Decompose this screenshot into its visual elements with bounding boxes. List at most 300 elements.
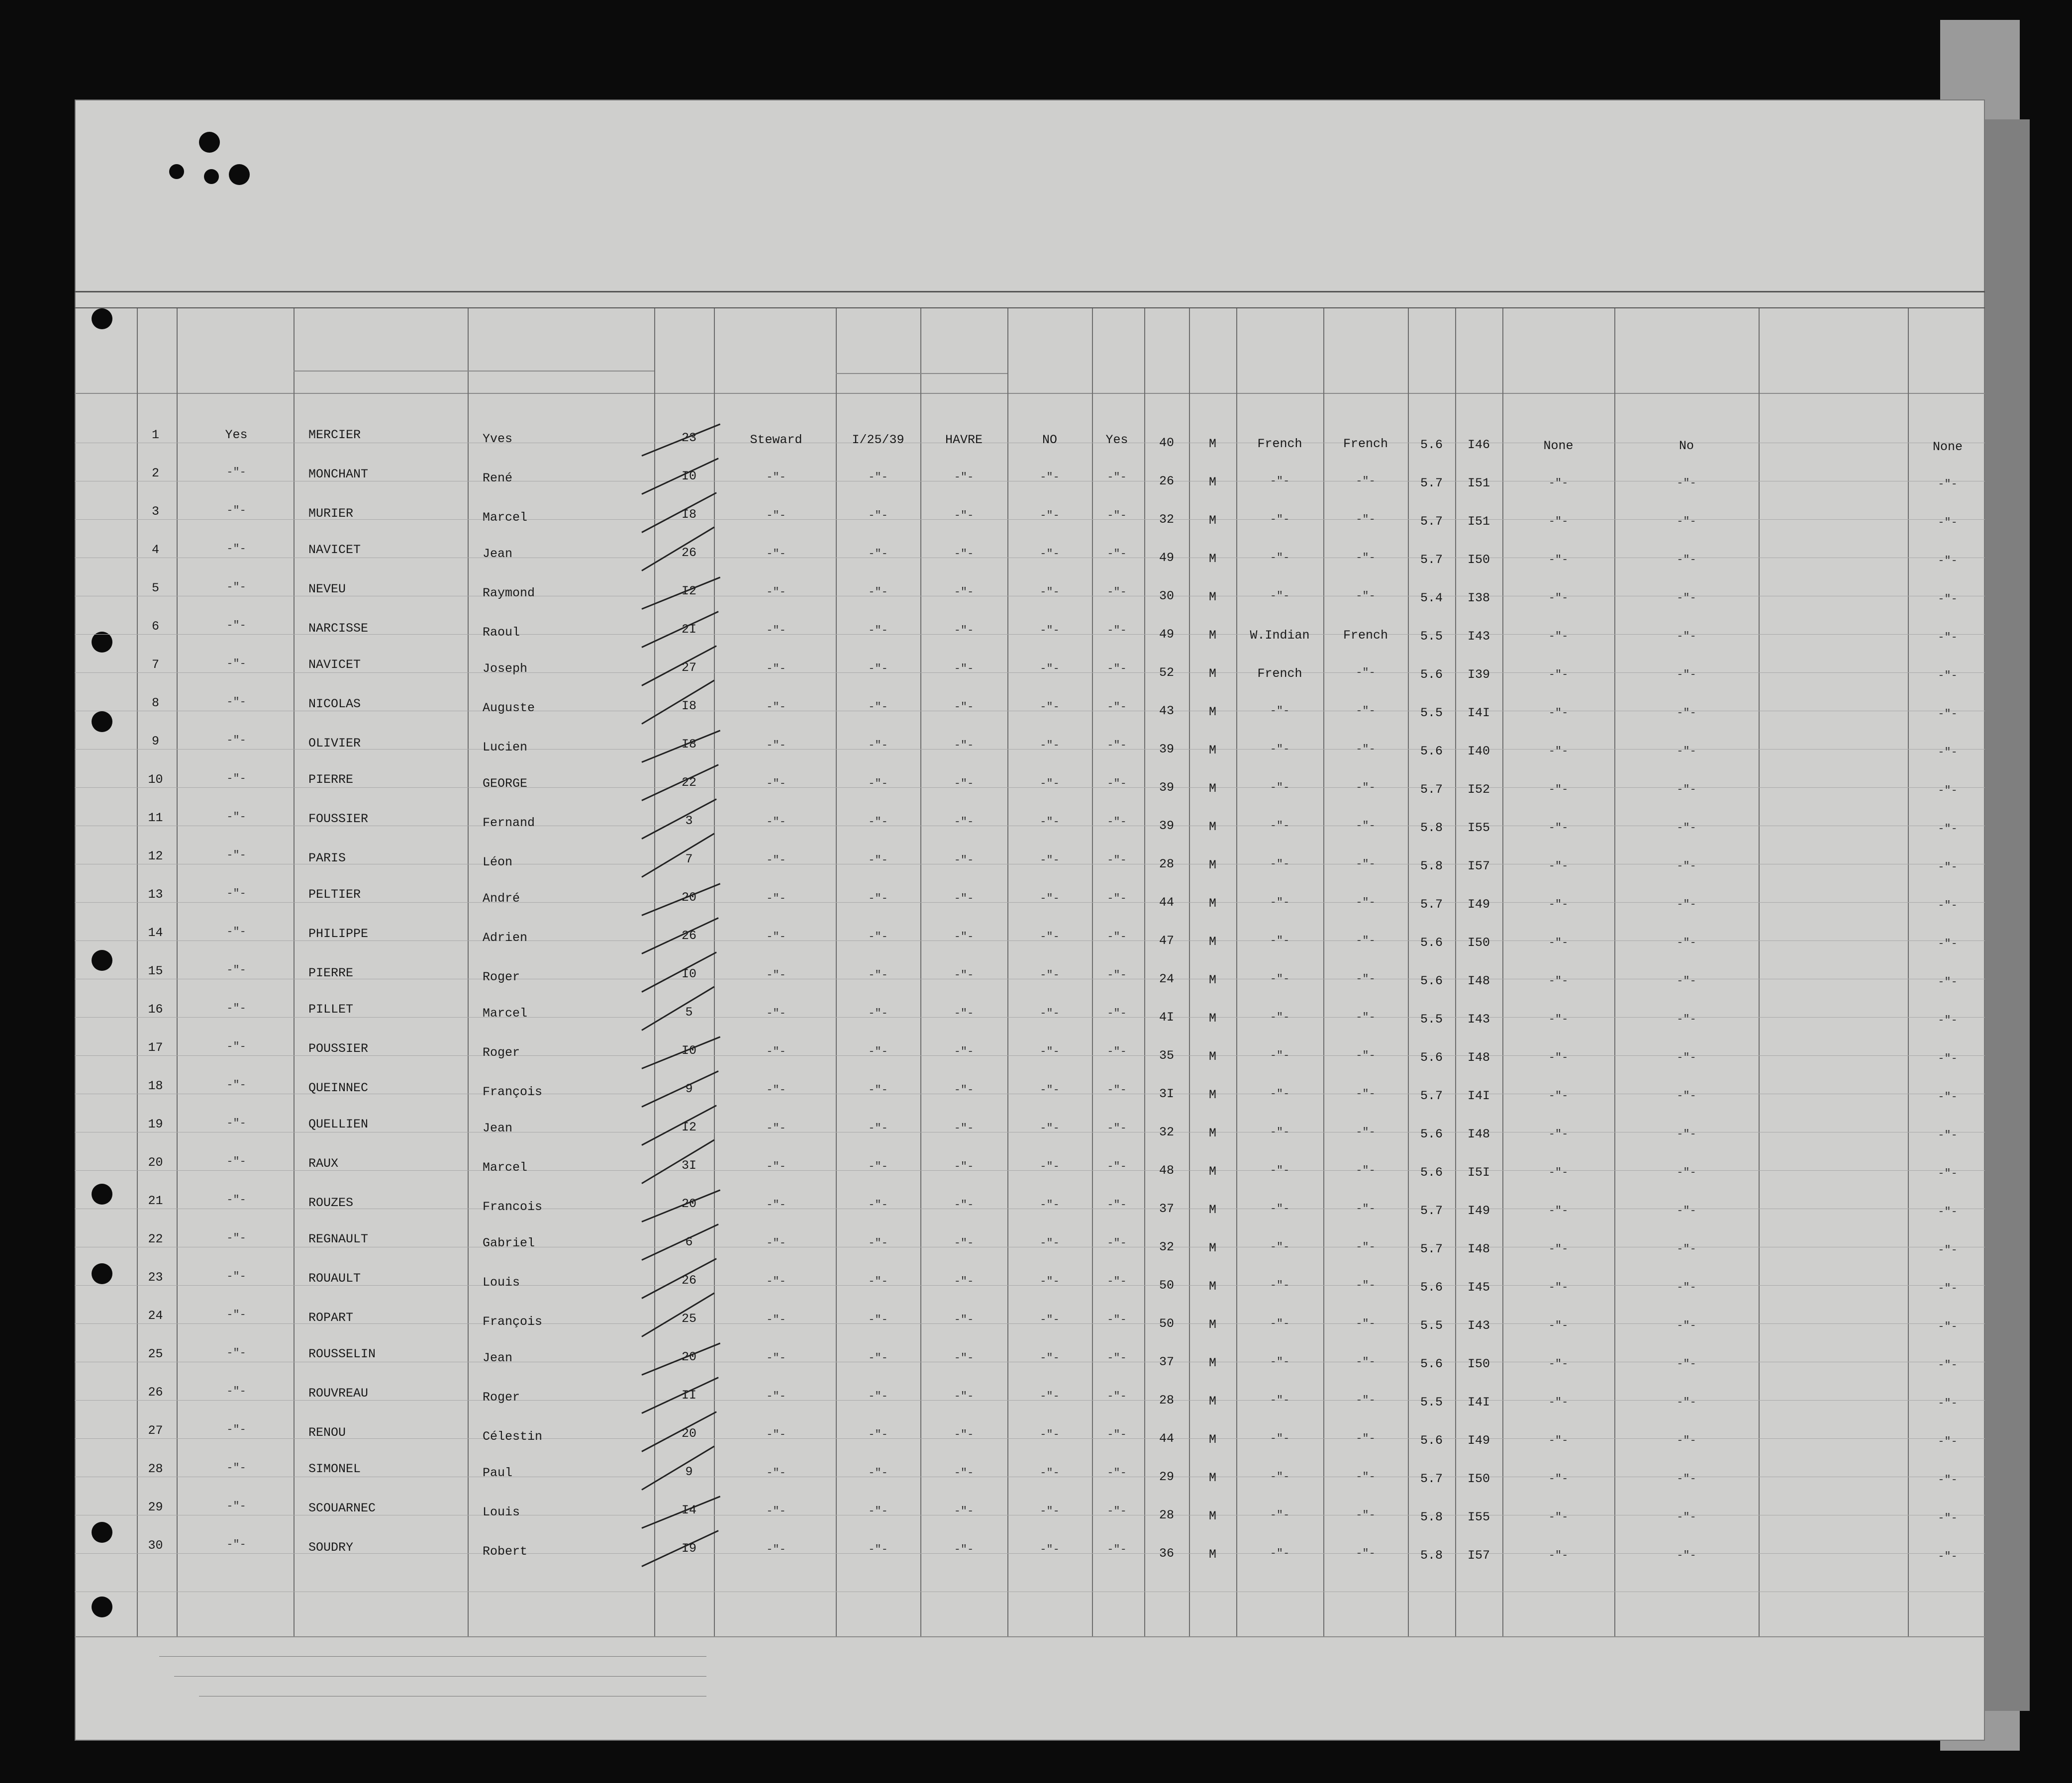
able-to-read: -"- xyxy=(1107,1543,1127,1556)
remarks: -"- xyxy=(1938,1167,1958,1180)
age: 32 xyxy=(1159,1240,1174,1254)
position: -"- xyxy=(766,969,786,981)
able-to-read: -"- xyxy=(1107,816,1127,828)
length-of-service: 26 xyxy=(681,546,696,560)
prev-voyage: -"- xyxy=(226,543,246,555)
nationality: -"- xyxy=(1356,1509,1376,1521)
row-number: 4 xyxy=(151,543,159,557)
position: -"- xyxy=(766,548,786,560)
sex: M xyxy=(1208,1203,1216,1217)
sex: M xyxy=(1208,1317,1216,1332)
nationality: French xyxy=(1343,628,1388,643)
weight: I51 xyxy=(1467,476,1490,490)
sex: M xyxy=(1208,475,1216,489)
sex: M xyxy=(1208,1241,1216,1255)
length-of-service: I0 xyxy=(681,1043,696,1058)
position: -"- xyxy=(766,1543,786,1556)
height: 5.7 xyxy=(1420,1089,1443,1103)
paid-off: -"- xyxy=(1040,1314,1060,1326)
length-of-service: II xyxy=(681,1388,696,1403)
position: -"- xyxy=(766,1084,786,1096)
col12-header xyxy=(1323,313,1408,333)
weight: I4I xyxy=(1467,1089,1490,1103)
weight: I4I xyxy=(1467,706,1490,720)
age: 50 xyxy=(1159,1316,1174,1331)
age: 3I xyxy=(1159,1087,1174,1101)
able-to-read: -"- xyxy=(1107,586,1127,598)
position: -"- xyxy=(766,739,786,751)
deported: -"- xyxy=(1677,898,1696,911)
footer-owners-rule xyxy=(174,1676,706,1677)
position: -"- xyxy=(766,624,786,637)
table-top-rule xyxy=(75,291,1985,292)
age: 28 xyxy=(1159,1393,1174,1408)
remarks: -"- xyxy=(1938,1397,1958,1409)
height: 5.7 xyxy=(1420,1472,1443,1486)
paid-off: -"- xyxy=(1040,662,1060,675)
length-of-service: 25 xyxy=(681,1312,696,1326)
paid-off: -"- xyxy=(1040,1199,1060,1211)
length-of-service: I0 xyxy=(681,967,696,981)
prev-voyage: -"- xyxy=(226,1270,246,1283)
shipped-where: -"- xyxy=(954,509,974,522)
nationality: -"- xyxy=(1356,1088,1376,1100)
given-name: Lucien xyxy=(483,740,528,754)
shipped-when: -"- xyxy=(868,1237,888,1249)
height: 5.6 xyxy=(1420,438,1443,452)
check-slash xyxy=(641,1530,718,1567)
paid-off: -"- xyxy=(1040,471,1060,483)
shipped-where: -"- xyxy=(954,548,974,560)
given-name: Roger xyxy=(483,1390,520,1405)
deported: -"- xyxy=(1677,745,1696,757)
given-name: Célestin xyxy=(483,1429,543,1444)
physical-marks: -"- xyxy=(1548,477,1569,489)
family-name: FOUSSIER xyxy=(308,812,369,826)
sex: M xyxy=(1208,437,1216,451)
row-number: 25 xyxy=(148,1347,163,1361)
weight: I48 xyxy=(1467,974,1490,988)
race: -"- xyxy=(1270,935,1290,947)
remarks: -"- xyxy=(1938,631,1958,644)
race: -"- xyxy=(1270,781,1290,794)
physical-marks: -"- xyxy=(1548,1013,1569,1026)
race: -"- xyxy=(1270,705,1290,717)
paid-off: -"- xyxy=(1040,1084,1060,1096)
row-number: 6 xyxy=(151,619,159,634)
deported: -"- xyxy=(1677,822,1696,834)
age: 26 xyxy=(1159,474,1174,488)
remarks: -"- xyxy=(1938,1512,1958,1524)
physical-marks: -"- xyxy=(1548,707,1569,719)
nationality: -"- xyxy=(1356,743,1376,755)
physical-marks: -"- xyxy=(1548,1281,1569,1294)
nationality: -"- xyxy=(1356,552,1376,564)
prev-voyage: -"- xyxy=(226,696,246,708)
shipped-when: -"- xyxy=(868,662,888,675)
header-sub-rule xyxy=(836,373,1007,374)
weight: I5I xyxy=(1467,1165,1490,1180)
prev-voyage: Yes xyxy=(225,428,248,442)
shipped-where: -"- xyxy=(954,1314,974,1326)
age: 37 xyxy=(1159,1355,1174,1369)
shipped-where: -"- xyxy=(954,1007,974,1020)
punch-hole xyxy=(229,164,250,185)
race: W.Indian xyxy=(1250,628,1310,643)
prev-voyage: -"- xyxy=(226,734,246,747)
sex: M xyxy=(1208,1049,1216,1064)
shipped-when: -"- xyxy=(868,1543,888,1556)
able-to-read: -"- xyxy=(1107,739,1127,751)
position: -"- xyxy=(766,1314,786,1326)
binder-hole xyxy=(92,1184,112,1205)
nationality: -"- xyxy=(1356,1547,1376,1560)
weight: I46 xyxy=(1467,438,1490,452)
row-number: 3 xyxy=(151,504,159,519)
length-of-service: 20 xyxy=(681,890,696,905)
deported: -"- xyxy=(1677,1358,1696,1370)
column-rule xyxy=(654,308,655,1636)
able-to-read: -"- xyxy=(1107,1160,1127,1173)
family-name: ROPART xyxy=(308,1311,354,1325)
able-to-read: -"- xyxy=(1107,1045,1127,1058)
prev-voyage: -"- xyxy=(226,1462,246,1474)
given-name: Marcel xyxy=(483,1006,528,1021)
given-name: Paul xyxy=(483,1466,513,1480)
column-rule xyxy=(714,308,715,1636)
binder-hole xyxy=(92,308,112,329)
race: -"- xyxy=(1270,1356,1290,1368)
race: -"- xyxy=(1270,1241,1290,1253)
position: -"- xyxy=(766,509,786,522)
able-to-read: -"- xyxy=(1107,1084,1127,1096)
shipped-where: -"- xyxy=(954,1543,974,1556)
shipped-where: -"- xyxy=(954,816,974,828)
col5-header xyxy=(716,313,836,322)
nationality: -"- xyxy=(1356,896,1376,909)
family-name: ROUVREAU xyxy=(308,1386,369,1401)
height: 5.7 xyxy=(1420,1204,1443,1218)
physical-marks: -"- xyxy=(1548,1243,1569,1255)
physical-marks: -"- xyxy=(1548,515,1569,528)
shipped-when: -"- xyxy=(868,1199,888,1211)
length-of-service: 20 xyxy=(681,1350,696,1364)
row-number: 11 xyxy=(148,811,163,825)
family-name: NAVICET xyxy=(308,543,361,557)
paid-off: -"- xyxy=(1040,969,1060,981)
weight: I55 xyxy=(1467,821,1490,835)
row-number: 13 xyxy=(148,887,163,902)
race: -"- xyxy=(1270,1164,1290,1177)
family-name: NEVEU xyxy=(308,582,346,596)
race: -"- xyxy=(1270,513,1290,526)
physical-marks: -"- xyxy=(1548,1051,1569,1064)
row-number: 16 xyxy=(148,1002,163,1017)
remarks: -"- xyxy=(1938,516,1958,529)
race: -"- xyxy=(1270,1317,1290,1330)
position: -"- xyxy=(766,892,786,905)
able-to-read: -"- xyxy=(1107,509,1127,522)
position: -"- xyxy=(766,1160,786,1173)
length-of-service: I8 xyxy=(681,737,696,751)
length-of-service: 3I xyxy=(681,1158,696,1173)
shipped-when: -"- xyxy=(868,777,888,790)
deported: -"- xyxy=(1677,860,1696,872)
age: 39 xyxy=(1159,780,1174,795)
height: 5.6 xyxy=(1420,1127,1443,1141)
deported: -"- xyxy=(1677,783,1696,796)
weight: I49 xyxy=(1467,1204,1490,1218)
check-slash xyxy=(641,1223,718,1261)
age: 49 xyxy=(1159,627,1174,642)
given-name: Auguste xyxy=(483,701,535,715)
paid-off: -"- xyxy=(1040,1007,1060,1020)
position: -"- xyxy=(766,1275,786,1288)
nationality: -"- xyxy=(1356,1126,1376,1138)
race: -"- xyxy=(1270,1394,1290,1407)
sex: M xyxy=(1208,1279,1216,1294)
race: -"- xyxy=(1270,1203,1290,1215)
shipped-when: -"- xyxy=(868,739,888,751)
height: 5.5 xyxy=(1420,629,1443,644)
height: 5.5 xyxy=(1420,1318,1443,1333)
length-of-service: 20 xyxy=(681,1197,696,1211)
shipped-where: -"- xyxy=(954,1428,974,1441)
length-of-service: 26 xyxy=(681,929,696,943)
header-sub-rule xyxy=(294,371,654,372)
prev-voyage: -"- xyxy=(226,1002,246,1015)
height: 5.5 xyxy=(1420,1012,1443,1027)
shipped-where: -"- xyxy=(954,1237,974,1249)
race: -"- xyxy=(1270,858,1290,870)
punch-hole xyxy=(199,132,220,153)
paid-off: -"- xyxy=(1040,1275,1060,1288)
check-slash xyxy=(641,576,720,609)
sex: M xyxy=(1208,1509,1216,1523)
height: 5.6 xyxy=(1420,1280,1443,1295)
prev-voyage: -"- xyxy=(226,849,246,861)
paid-off: -"- xyxy=(1040,624,1060,637)
family-name: NARCISSE xyxy=(308,621,369,636)
row-number: 28 xyxy=(148,1462,163,1476)
given-name: Jean xyxy=(483,547,513,561)
prev-voyage: -"- xyxy=(226,1079,246,1091)
remarks: -"- xyxy=(1938,1550,1958,1563)
able-to-read: -"- xyxy=(1107,1275,1127,1288)
col17-header xyxy=(1759,313,1908,322)
age: 30 xyxy=(1159,589,1174,603)
able-to-read: -"- xyxy=(1107,701,1127,713)
weight: I57 xyxy=(1467,859,1490,873)
given-name: Fernand xyxy=(483,816,535,830)
shipped-where: -"- xyxy=(954,1045,974,1058)
row-number: 15 xyxy=(148,964,163,978)
paid-off: -"- xyxy=(1040,739,1060,751)
shipped-when: -"- xyxy=(868,1314,888,1326)
prev-voyage: -"- xyxy=(226,1194,246,1206)
paid-off: -"- xyxy=(1040,586,1060,598)
given-name: André xyxy=(483,891,520,906)
given-name: Jean xyxy=(483,1351,513,1365)
race: -"- xyxy=(1270,1432,1290,1445)
physical-marks: -"- xyxy=(1548,783,1569,796)
sex: M xyxy=(1208,781,1216,796)
binder-hole xyxy=(92,1596,112,1617)
shipped-where: -"- xyxy=(954,1505,974,1517)
paid-off: -"- xyxy=(1040,854,1060,866)
shipped-where: -"- xyxy=(954,1160,974,1173)
able-to-read: -"- xyxy=(1107,777,1127,790)
physical-marks: -"- xyxy=(1548,1511,1569,1523)
remarks: -"- xyxy=(1938,478,1958,490)
race: -"- xyxy=(1270,1126,1290,1138)
row-number: 12 xyxy=(148,849,163,863)
shipped-where: HAVRE xyxy=(945,433,983,447)
sex: M xyxy=(1208,513,1216,528)
weight: I52 xyxy=(1467,782,1490,797)
family-name: PILLET xyxy=(308,1002,354,1017)
given-name: René xyxy=(483,471,513,485)
race: -"- xyxy=(1270,475,1290,487)
row-number: 29 xyxy=(148,1500,163,1514)
height: 5.6 xyxy=(1420,1050,1443,1065)
shipped-where: -"- xyxy=(954,1275,974,1288)
family-name: NAVICET xyxy=(308,657,361,672)
paid-off: -"- xyxy=(1040,1505,1060,1517)
deported: -"- xyxy=(1677,1281,1696,1294)
age: 35 xyxy=(1159,1048,1174,1063)
check-slash xyxy=(641,1036,720,1069)
family-name: MONCHANT xyxy=(308,467,369,481)
deported: -"- xyxy=(1677,1205,1696,1217)
length-of-service: 9 xyxy=(685,1082,693,1096)
family-name: REGNAULT xyxy=(308,1232,369,1246)
deported: -"- xyxy=(1677,1549,1696,1562)
shipped-where: -"- xyxy=(954,892,974,905)
able-to-read: -"- xyxy=(1107,1352,1127,1364)
row-number: 14 xyxy=(148,926,163,940)
height: 5.5 xyxy=(1420,1395,1443,1409)
row-number: 5 xyxy=(151,581,159,595)
weight: I50 xyxy=(1467,1357,1490,1371)
row-number: 2 xyxy=(151,466,159,480)
shipped-when: -"- xyxy=(868,969,888,981)
given-name: Louis xyxy=(483,1505,520,1519)
row-number: 22 xyxy=(148,1232,163,1246)
family-name: QUEINNEC xyxy=(308,1081,369,1095)
weight: I50 xyxy=(1467,553,1490,567)
sex: M xyxy=(1208,935,1216,949)
remarks: -"- xyxy=(1938,976,1958,988)
deported: -"- xyxy=(1677,1051,1696,1064)
given-name: Roger xyxy=(483,1045,520,1060)
remarks: -"- xyxy=(1938,1091,1958,1103)
deported: -"- xyxy=(1677,1396,1696,1408)
given-name: Jean xyxy=(483,1121,513,1135)
height: 5.6 xyxy=(1420,974,1443,988)
given-name: Adrien xyxy=(483,931,528,945)
check-slash xyxy=(641,917,718,954)
height: 5.4 xyxy=(1420,591,1443,605)
position: -"- xyxy=(766,1007,786,1020)
given-name: François xyxy=(483,1085,543,1099)
remarks: -"- xyxy=(1938,746,1958,758)
race: -"- xyxy=(1270,743,1290,755)
given-name: Raymond xyxy=(483,586,535,600)
remarks: -"- xyxy=(1938,1206,1958,1218)
punch-hole xyxy=(204,169,219,184)
col10-header xyxy=(1189,313,1236,333)
age: 39 xyxy=(1159,819,1174,833)
family-name: SOUDRY xyxy=(308,1540,354,1555)
row-number: 19 xyxy=(148,1117,163,1131)
paid-off: -"- xyxy=(1040,892,1060,905)
shipped-when: -"- xyxy=(868,586,888,598)
weight: I48 xyxy=(1467,1050,1490,1065)
paid-off: -"- xyxy=(1040,1543,1060,1556)
position: -"- xyxy=(766,931,786,943)
family-name: SCOUARNEC xyxy=(308,1501,376,1515)
physical-marks: -"- xyxy=(1548,745,1569,757)
race: -"- xyxy=(1270,1049,1290,1062)
height: 5.7 xyxy=(1420,782,1443,797)
check-slash xyxy=(641,730,720,762)
physical-marks: -"- xyxy=(1548,1090,1569,1102)
height: 5.8 xyxy=(1420,1510,1443,1524)
row-number: 26 xyxy=(148,1385,163,1400)
weight: I4I xyxy=(1467,1395,1490,1409)
check-slash xyxy=(641,1496,720,1528)
sex: M xyxy=(1208,1164,1216,1179)
able-to-read: -"- xyxy=(1107,1007,1127,1020)
family-name: PELTIER xyxy=(308,887,361,902)
given-name: Marcel xyxy=(483,510,528,525)
shipped-where: -"- xyxy=(954,701,974,713)
physical-marks: -"- xyxy=(1548,1396,1569,1408)
punch-hole xyxy=(169,164,184,179)
position: -"- xyxy=(766,471,786,483)
check-slash xyxy=(641,1189,720,1222)
weight: I43 xyxy=(1467,1012,1490,1027)
sex: M xyxy=(1208,1356,1216,1370)
deported: -"- xyxy=(1677,477,1696,489)
deported: -"- xyxy=(1677,937,1696,949)
race: -"- xyxy=(1270,1279,1290,1292)
paid-off: -"- xyxy=(1040,1390,1060,1403)
weight: I48 xyxy=(1467,1127,1490,1141)
sex: M xyxy=(1208,705,1216,719)
race: French xyxy=(1257,437,1302,451)
position: -"- xyxy=(766,777,786,790)
height: 5.6 xyxy=(1420,1357,1443,1371)
check-slash xyxy=(641,458,718,495)
col11-header xyxy=(1236,313,1323,333)
shipped-when: -"- xyxy=(868,624,888,637)
age: 50 xyxy=(1159,1278,1174,1293)
sex: M xyxy=(1208,1547,1216,1562)
given-name: Robert xyxy=(483,1544,528,1559)
position: -"- xyxy=(766,1390,786,1403)
remarks: -"- xyxy=(1938,1282,1958,1295)
physical-marks: -"- xyxy=(1548,975,1569,987)
position: Steward xyxy=(750,433,802,447)
age: 36 xyxy=(1159,1546,1174,1561)
nationality: -"- xyxy=(1356,475,1376,487)
paid-off: -"- xyxy=(1040,1428,1060,1441)
row-number: 10 xyxy=(148,772,163,787)
length-of-service: 2I xyxy=(681,622,696,637)
column-rule xyxy=(137,308,138,1636)
